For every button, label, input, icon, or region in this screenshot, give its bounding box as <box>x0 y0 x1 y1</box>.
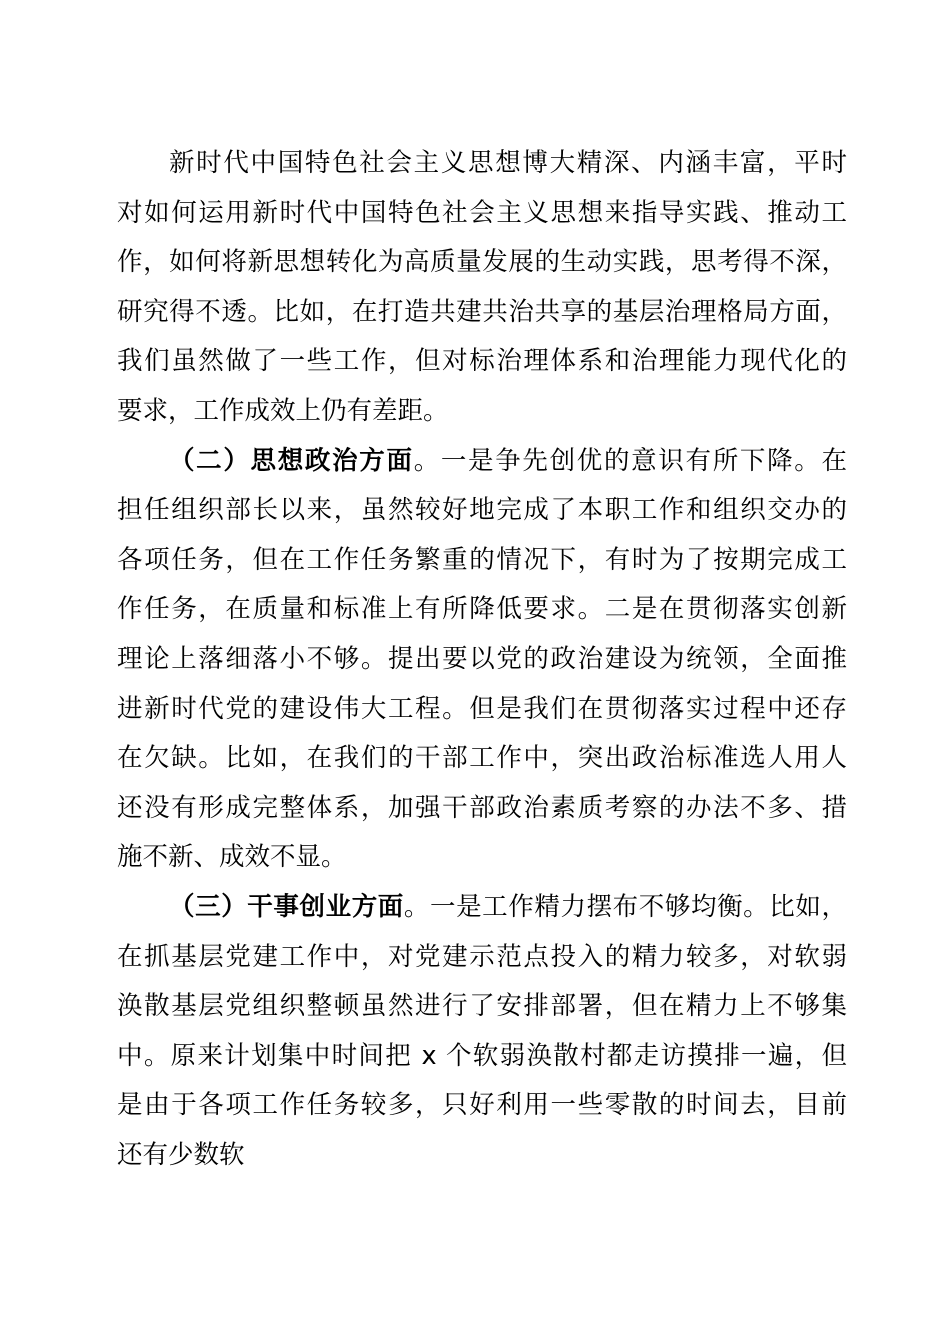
text-line: 还没有形成完整体系，加强干部政治素质考察的办法不多、措 <box>117 792 847 823</box>
text-line: 作任务，在质量和标准上有所降低要求。二是在贯彻落实创新 <box>117 594 847 625</box>
paragraph-2 <box>117 437 847 883</box>
text-line: 施不新、成效不显。 <box>117 842 347 873</box>
text-line: 涣散基层党组织整顿虽然进行了安排部署，但在精力上不够集 <box>117 991 847 1022</box>
text-line: 进新时代党的建设伟大工程。但是我们在贯彻落实过程中还存 <box>117 693 847 724</box>
text-line <box>117 437 847 487</box>
text-line: 在欠缺。比如，在我们的干部工作中，突出政治标准选人用人 <box>117 743 847 774</box>
document-page <box>117 139 847 1180</box>
text-line: 各项任务，但在工作任务繁重的情况下，有时为了按期完成工 <box>117 544 847 575</box>
text-line: 对如何运用新时代中国特色社会主义思想来指导实践、推动工 <box>117 197 847 228</box>
text-line: 担任组织部长以来，虽然较好地完成了本职工作和组织交办的 <box>117 495 847 526</box>
text-line: 新时代中国特色社会主义思想博大精深、内涵丰富，平时 <box>169 148 847 178</box>
text-run: 。一是争先创优的意识有所下降。在 <box>413 445 847 476</box>
text-line: 要求，工作成效上仍有差距。 <box>117 395 449 426</box>
section-heading: （二）思想政治方面 <box>169 445 414 476</box>
text-run: 。一是工作精力摆布不够均衡。比如， <box>403 891 847 922</box>
text-line: 中。原来计划集中时间把 x 个软弱涣散村都走访摸排一遍，但 <box>117 1040 847 1071</box>
text-line: 研究得不透。比如，在打造共建共治共享的基层治理格局方面， <box>117 296 847 327</box>
text-line: 是由于各项工作任务较多，只好利用一些零散的时间去，目前 <box>117 1090 847 1121</box>
text-line: 我们虽然做了一些工作，但对标治理体系和治理能力现代化的 <box>117 346 847 377</box>
section-heading: （三）干事创业方面 <box>169 891 404 922</box>
text-line: 作，如何将新思想转化为高质量发展的生动实践，思考得不深， <box>117 247 847 278</box>
text-line: 还有少数软 <box>117 1139 245 1170</box>
text-line: 理论上落细落小不够。提出要以党的政治建设为统领，全面推 <box>117 643 847 674</box>
text-line <box>117 883 847 933</box>
paragraph-1 <box>117 139 847 437</box>
paragraph-3 <box>117 883 847 1181</box>
text-line: 在抓基层党建工作中，对党建示范点投入的精力较多，对软弱 <box>117 941 847 972</box>
